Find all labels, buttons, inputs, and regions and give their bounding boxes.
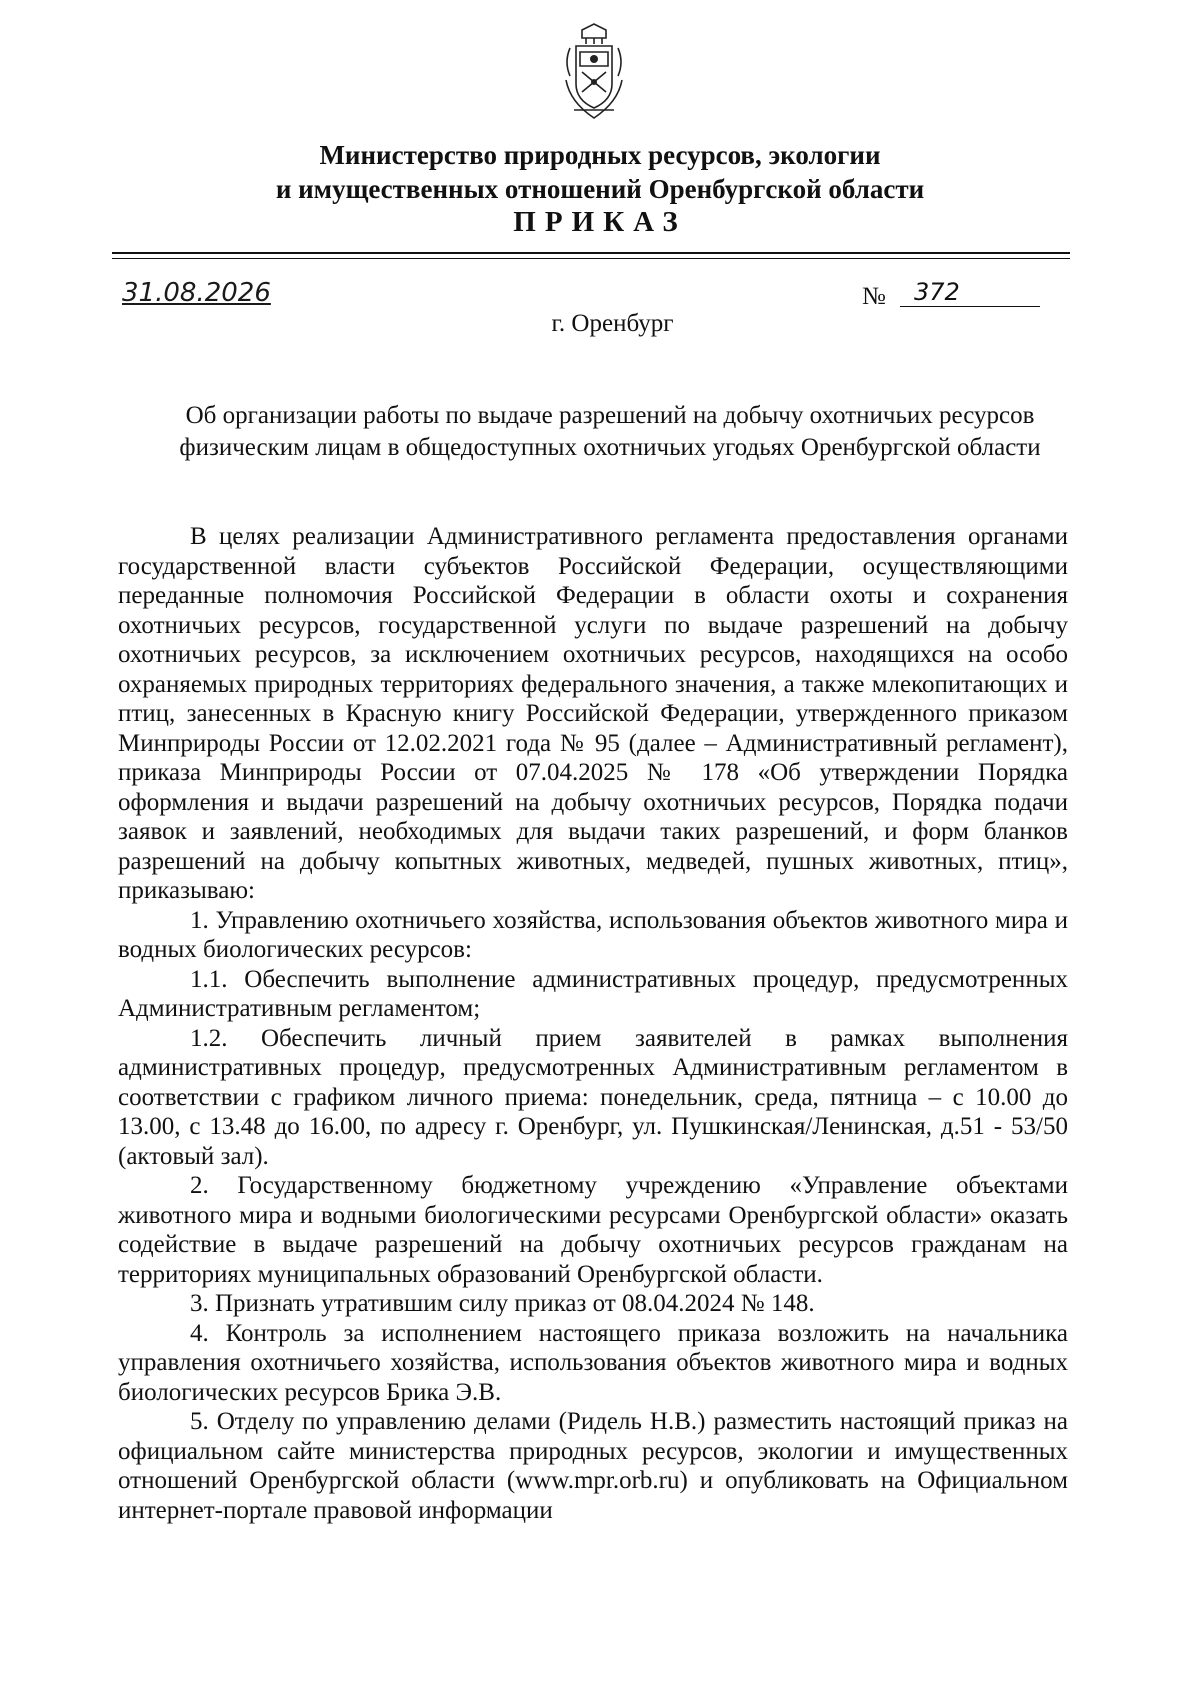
coat-of-arms-icon — [560, 22, 628, 122]
header-rule — [112, 252, 1070, 254]
body-paragraph: 2. Государственному бюджетному учреждению «Управление объектами животного мира и водными биологическими ресурсами Оренбургской области» оказать содействие в выдаче разрешений на добычу охотничьих ресурсов гражданам на территориях муниципальных образований Оренбургской области. — [118, 1172, 1068, 1288]
order-subject — [110, 400, 1110, 464]
body-paragraph: 3. Признать утратившим силу приказ от 08.04.2024 № 148. — [190, 1290, 815, 1317]
order-subject-line-1: Об организации работы по выдаче разрешений на добычу охотничьих ресурсов — [185, 402, 1035, 429]
city: г. Оренбург — [551, 310, 674, 337]
body-paragraph: 4. Контроль за исполнением настоящего приказа возложить на начальника управления охотничьего хозяйства, использования объектов животного мира и водных биологических ресурсов Брика Э.В. — [118, 1319, 1068, 1406]
ministry-name — [0, 138, 1200, 206]
order-subject-line-2: физическим лицам в общедоступных охотничьих угодьях Оренбургской области — [179, 434, 1041, 461]
order-number: 372 — [900, 278, 1040, 307]
order-body — [118, 522, 1068, 1525]
body-paragraph: 1. Управлению охотничьего хозяйства, использования объектов животного мира и водных биологических ресурсов: — [118, 906, 1068, 963]
document-type-title: ПРИКАЗ — [513, 206, 687, 238]
body-paragraph: 1.2. Обеспечить личный прием заявителей в рамках выполнения административных процедур, предусмотренных Административным регламентом в соответствии с графиком личного приема: понедельник, среда, пятница – с 10.00 до 13.00, с 13.48 до 16.00, по адресу г. Оренбург, ул. Пушкинская/Ленинская, д.51 - 53/50 (актовый зал). — [118, 1024, 1068, 1170]
ministry-name-line-1: Министерство природных ресурсов, экологии — [319, 140, 881, 170]
ministry-name-line-2: и имущественных отношений Оренбургской области — [275, 174, 925, 204]
header-rule-thin — [112, 258, 1070, 259]
order-number-label: № — [862, 283, 886, 310]
body-paragraph: В целях реализации Административного регламента предоставления органами государственной власти субъектов Российской Федерации, осуществляющими переданные полномочия Российской Федерации в области охоты и сохранения охотничьих ресурсов, государственной услуги по выдаче разрешений на добычу охотничьих ресурсов, за исключением охотничьих ресурсов, находящихся на особо охраняемых природных территориях федерального значения, а также млекопитающих и птиц, занесенных в Красную книгу Российской Федерации, утвержденного приказом Минприроды России от 12.02.2021 года № 95 (далее – Административный регламент), приказа Минприроды России от 07.04.2025 № 178 «Об утверждении Порядка оформления и выдачи разрешений на добычу охотничьих ресурсов, Порядка подачи заявок и заявлений, необходимых для выдачи таких разрешений, и форм бланков разрешений на добычу копытных животных, медведей, пушных животных, птиц», приказываю: — [118, 523, 1068, 904]
body-paragraph: 5. Отделу по управлению делами (Ридель Н.В.) разместить настоящий приказ на официальном сайте министерства природных ресурсов, экологии и имущественных отношений Оренбургской области (www.mpr.orb.ru) и опубликовать на Официальном интернет-портале правовой информации — [118, 1408, 1068, 1524]
body-paragraph: 1.1. Обеспечить выполнение административных процедур, предусмотренных Административным регламентом; — [118, 965, 1068, 1022]
order-date: 31.08.2026 — [122, 278, 271, 308]
